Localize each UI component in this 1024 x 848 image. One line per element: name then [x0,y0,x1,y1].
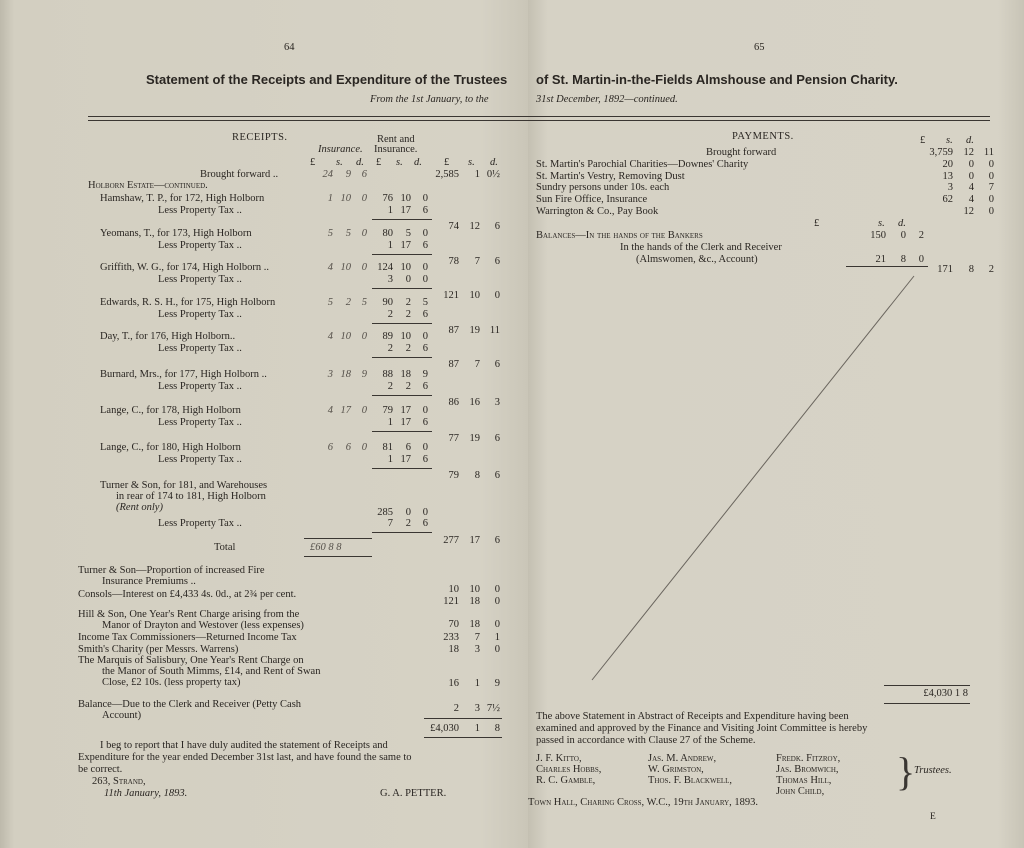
tenant-net-shillings: 19 [469,433,480,444]
payment-label: Sundry persons under 10s. each [536,182,670,193]
tenant-insurance-pence: 9 [361,369,367,380]
balances-clerk-line-2: (Almswomen, &c., Account) [636,254,758,265]
tenant-net-shillings: 19 [469,325,480,336]
payment-amount-shillings: 12 [963,147,974,158]
tenant-insurance-pounds: 1 [327,193,333,204]
page-subtitle-continued: 31st December, 1892—continued. [536,94,678,105]
payment-amount-pounds: 20 [942,159,953,170]
subtotal-rule [372,468,432,469]
subtotal-rule [372,431,432,432]
less-tax-label: Less Property Tax .. [158,417,242,428]
payment-amount-pence: 7 [988,182,994,193]
tenant-insurance-pence: 0 [361,193,367,204]
receipt-item-line: Account) [102,710,142,721]
tenant-tax-pounds: 1 [387,205,393,216]
tenant-rent-pounds: 80 [382,228,393,239]
receipt-item-amount-pence: 7½ [486,703,500,714]
receipt-item-amount-pence: 9 [494,678,500,689]
brought-forward-ins-pence: 6 [361,169,367,180]
receipt-item-amount-shillings: 7 [474,632,480,643]
trustee-name: Jas. Bromwich, [776,764,839,775]
tenant-rent-shillings: 10 [400,331,411,342]
turner-net-shillings: 17 [469,535,480,546]
receipt-item-line: Consols—Interest on £4,433 4s. 0d., at 2¾ per cent. [78,589,297,600]
receipt-item-amount-pounds: 10 [448,584,459,595]
subtotal-rule [372,323,432,324]
tenant-net-pounds: 87 [448,325,459,336]
less-tax-label: Less Property Tax .. [158,518,242,529]
balance-clerk-shillings: 8 [900,254,906,265]
tenant-tax-pence: 6 [422,381,428,392]
tenant-net-pence: 11 [489,325,500,336]
tenant-rent-pence: 0 [422,405,428,416]
pay-col-pound: £ [920,135,926,146]
tenant-tax-pence: 0 [422,274,428,285]
tenant-tax-shillings: 17 [400,205,411,216]
page-subtitle: From the 1st January, to the [370,94,489,105]
bal-col-shilling: s. [878,218,885,229]
tenant-insurance-pounds: 6 [327,442,333,453]
tenant-rent-pence: 0 [422,262,428,273]
col-rent-ins-1: Rent and [377,134,415,145]
tenant-insurance-pounds: 4 [327,331,333,342]
tenant-insurance-pounds: 5 [327,297,333,308]
tenant-tax-shillings: 2 [405,309,411,320]
trustee-name: Charles Hobbs, [536,764,602,775]
turner-line-2: in rear of 174 to 181, High Holborn [116,491,266,502]
subtotal-rule [372,357,432,358]
rent-col-shilling: s. [396,157,403,168]
right-page [528,0,1024,848]
tenant-net-shillings: 10 [469,290,480,301]
tenant-rent-shillings: 5 [405,228,411,239]
less-tax-label: Less Property Tax .. [158,309,242,320]
tenant-net-shillings: 12 [469,221,480,232]
less-tax-label: Less Property Tax .. [158,274,242,285]
payment-label: Sun Fire Office, Insurance [536,194,648,205]
tenant-insurance-pence: 0 [361,228,367,239]
tenant-tax-shillings: 2 [405,381,411,392]
tenant-rent-shillings: 2 [405,297,411,308]
total-ins-rule [304,538,372,539]
tenant-tax-pounds: 2 [387,381,393,392]
grand-total-pence: 8 [494,723,500,734]
tenant-tax-shillings: 17 [400,454,411,465]
tenant-insurance-shillings: 10 [340,331,351,342]
subtotal-rule [372,395,432,396]
tenant-name: Lange, C., for 180, High Holborn [100,442,241,453]
tenant-rent-pounds: 81 [382,442,393,453]
payment-amount-pence: 0 [988,206,994,217]
tenant-name: Lange, C., for 178, High Holborn [100,405,241,416]
receipt-item-amount-pounds: 2 [453,703,459,714]
tenant-insurance-pence: 0 [361,262,367,273]
cancellation-stroke [588,272,918,686]
trustee-name: Thos. F. Blackwell, [648,775,733,786]
turner-line-3: (Rent only) [116,502,163,513]
tenant-rent-pounds: 76 [382,193,393,204]
payment-amount-shillings: 12 [963,206,974,217]
tenant-tax-shillings: 17 [400,240,411,251]
balance-bankers-pounds: 150 [870,230,886,241]
receipt-item-amount-pounds: 70 [448,619,459,630]
receipt-item-amount-pounds: 121 [443,596,459,607]
subtotal-rule [372,219,432,220]
receipt-item-amount-shillings: 3 [474,703,480,714]
grand-total-rule [424,718,502,719]
tenant-insurance-pence: 0 [361,442,367,453]
tenant-net-pounds: 74 [448,221,459,232]
tenant-insurance-shillings: 2 [345,297,351,308]
brought-forward-label: Brought forward .. [200,169,279,180]
tenant-rent-pence: 0 [422,331,428,342]
subtotal-rule [372,254,432,255]
tenant-rent-pounds: 124 [377,262,393,273]
approval-statement-1: The above Statement in Abstract of Receipts and Expenditure having been [536,711,849,722]
brought-forward-ins-pounds: 24 [322,169,333,180]
tenant-tax-shillings: 0 [405,274,411,285]
brought-forward-ins-shillings: 9 [345,169,351,180]
tenant-net-shillings: 8 [474,470,480,481]
approval-statement-2: examined and approved by the Finance and Visiting Joint Committee is hereby [536,723,868,734]
tenant-rent-pence: 0 [422,193,428,204]
receipt-item-line: Manor of Drayton and Westover (less expenses) [102,620,304,631]
receipt-item-amount-shillings: 3 [474,644,480,655]
payment-amount-pounds: 13 [942,171,953,182]
turner-tax-pence: 6 [422,518,428,529]
balance-clerk-pounds: 21 [875,254,886,265]
tenant-insurance-pounds: 4 [327,262,333,273]
brought-forward-total-pence: 0½ [486,169,500,180]
footer-place-date: Town Hall, Charing Cross, W.C., 19th January, 1893. [528,797,759,808]
tenant-insurance-pence: 0 [361,405,367,416]
rent-col-pence: d. [414,157,422,168]
receipt-item-line: the Manor of South Mimms, £14, and Rent of Swan [102,666,321,677]
tenant-insurance-pence: 0 [361,331,367,342]
auditor-address: 263, Strand, [92,776,146,787]
trustee-name: J. F. Kitto, [536,753,582,764]
ins-col-pound: £ [310,157,316,168]
payment-amount-pence: 0 [988,194,994,205]
tenant-name: Edwards, R. S. H., for 175, High Holborn [100,297,276,308]
turner-tax-pounds: 7 [387,518,393,529]
trustees-label: Trustees. [914,765,952,776]
turner-net-pence: 6 [494,535,500,546]
subtotal-rule [372,532,432,533]
tenant-name: Day, T., for 176, High Holborn.. [100,331,236,342]
tenant-net-pounds: 79 [448,470,459,481]
receipt-item-amount-shillings: 1 [474,678,480,689]
payment-amount-pence: 0 [988,159,994,170]
ins-col-pence: d. [356,157,364,168]
tenant-rent-shillings: 10 [400,262,411,273]
less-tax-label: Less Property Tax .. [158,381,242,392]
receipt-item-amount-pounds: 16 [448,678,459,689]
tenant-rent-pounds: 90 [382,297,393,308]
payments-heading: PAYMENTS. [732,131,794,142]
total-col-pence: d. [490,157,498,168]
payment-amount-shillings: 0 [968,171,974,182]
audit-report-line: Expenditure for the year ended December 31st last, and have found the same to [78,752,412,763]
header-rule [528,116,990,121]
trustee-name: R. C. Gamble, [536,775,596,786]
receipt-item-amount-shillings: 18 [469,596,480,607]
page-number: 65 [754,42,765,53]
balance-total-pounds: 171 [937,264,953,275]
payment-amount-shillings: 4 [968,182,974,193]
col-rent-ins-2: Insurance. [374,144,418,155]
auditor-signature: G. A. PETTER. [380,788,447,799]
receipts-heading: RECEIPTS. [232,132,288,143]
less-tax-label: Less Property Tax .. [158,240,242,251]
receipt-item-amount-shillings: 10 [469,584,480,595]
tenant-tax-pence: 6 [422,417,428,428]
approval-statement-3: passed in accordance with Clause 27 of the Scheme. [536,735,756,746]
total-rule [884,685,970,686]
header-rule [88,116,528,121]
receipt-item-line: Smith's Charity (per Messrs. Warrens) [78,644,239,655]
total-label: Total [214,542,236,553]
tenant-name: Griffith, W. G., for 174, High Holborn .. [100,262,269,273]
rent-col-pound: £ [376,157,382,168]
page-title-continued: of St. Martin-in-the-Fields Almshouse and Pension Charity. [536,72,898,87]
tenant-net-pence: 3 [494,397,500,408]
tenant-insurance-pounds: 5 [327,228,333,239]
grand-total-shillings: 1 [474,723,480,734]
grand-total: £4,030 1 8 [923,688,968,699]
receipt-item-amount-shillings: 18 [469,619,480,630]
less-tax-label: Less Property Tax .. [158,343,242,354]
ins-col-shilling: s. [336,157,343,168]
turner-tax-shillings: 2 [405,518,411,529]
tenant-net-pence: 6 [494,221,500,232]
tenant-insurance-shillings: 10 [340,193,351,204]
tenant-tax-pence: 6 [422,240,428,251]
tenant-rent-pence: 0 [422,228,428,239]
tenant-net-pounds: 87 [448,359,459,370]
tenant-tax-shillings: 17 [400,417,411,428]
balance-clerk-pence: 0 [918,254,924,265]
tenant-rent-pence: 0 [422,442,428,453]
tenant-net-pence: 0 [494,290,500,301]
brought-forward-total-shillings: 1 [474,169,480,180]
receipt-item-amount-pence: 0 [494,619,500,630]
page-title: Statement of the Receipts and Expenditure of the Trustees [146,72,508,87]
tenant-net-pence: 6 [494,470,500,481]
trustee-name: Jas. M. Andrew, [648,753,717,764]
receipt-item-line: Hill & Son, One Year's Rent Charge arising from the [78,609,300,620]
tenant-rent-pence: 5 [422,297,428,308]
tenant-insurance-pounds: 4 [327,405,333,416]
grand-total-pounds: £4,030 [430,723,459,734]
bal-col-pound: £ [814,218,820,229]
receipt-item-amount-pounds: 18 [448,644,459,655]
payment-label: St. Martin's Parochial Charities—Downes' Charity [536,159,749,170]
receipt-item-line: Income Tax Commissioners—Returned Income Tax [78,632,297,643]
tenant-rent-shillings: 18 [400,369,411,380]
subtotal-rule [372,288,432,289]
total-insurance: £60 8 8 [310,542,342,553]
tenant-tax-pence: 6 [422,454,428,465]
tenant-net-shillings: 7 [474,359,480,370]
tenant-tax-pounds: 2 [387,343,393,354]
tenant-tax-pence: 6 [422,343,428,354]
receipt-item-line: Insurance Premiums .. [102,576,196,587]
pay-col-shilling: s. [946,135,953,146]
tenant-name: Burnard, Mrs., for 177, High Holborn .. [100,369,267,380]
payment-amount-pence: 11 [983,147,994,158]
trustee-name: John Child, [776,786,825,797]
receipt-item-line: Turner & Son—Proportion of increased Fire [78,565,265,576]
receipt-item-amount-pounds: 233 [443,632,459,643]
tenant-net-shillings: 7 [474,256,480,267]
tenant-tax-pounds: 1 [387,417,393,428]
turner-rent-pence: 0 [422,507,428,518]
less-tax-label: Less Property Tax .. [158,205,242,216]
tenant-net-pence: 6 [494,256,500,267]
trustee-name: W. Grimston, [648,764,704,775]
tenant-rent-pence: 9 [422,369,428,380]
tenant-net-pounds: 77 [448,433,459,444]
balance-bankers-shillings: 0 [900,230,906,241]
tenant-rent-pounds: 88 [382,369,393,380]
turner-rent-pounds: 285 [377,507,393,518]
tenant-insurance-shillings: 18 [340,369,351,380]
tenant-net-pounds: 78 [448,256,459,267]
tenant-tax-shillings: 2 [405,343,411,354]
pay-col-pence: d. [966,135,974,146]
balance-bankers-pence: 2 [918,230,924,241]
tenant-rent-shillings: 17 [400,405,411,416]
brought-forward-total-pounds: 2,585 [435,169,459,180]
receipt-item-amount-pence: 0 [494,644,500,655]
tenant-net-shillings: 16 [469,397,480,408]
grand-total-rule-bottom [424,737,502,738]
tenant-insurance-pounds: 3 [327,369,333,380]
balances-label: Balances—In the hands of the Bankers [536,230,703,241]
receipt-item-amount-pence: 0 [494,584,500,595]
tenant-tax-pence: 6 [422,205,428,216]
tenant-rent-shillings: 10 [400,193,411,204]
payment-amount-pounds: 3 [947,182,953,193]
total-rule-bottom [884,703,970,704]
receipt-item-line: The Marquis of Salisbury, One Year's Rent Charge on [78,655,304,666]
bal-col-pence: d. [898,218,906,229]
tenant-rent-pounds: 89 [382,331,393,342]
total-ins-rule-bottom [304,556,372,557]
tenant-net-pounds: 86 [448,397,459,408]
col-insurance: Insurance. [318,144,363,155]
tenant-insurance-shillings: 5 [345,228,351,239]
tenant-insurance-shillings: 17 [340,405,351,416]
tenant-tax-pounds: 2 [387,309,393,320]
balance-total-pence: 2 [988,264,994,275]
tenant-insurance-pence: 5 [361,297,367,308]
tenant-insurance-shillings: 6 [345,442,351,453]
less-tax-label: Less Property Tax .. [158,454,242,465]
tenant-net-pounds: 121 [443,290,459,301]
receipt-item-line: Balance—Due to the Clerk and Receiver (Petty Cash [78,699,302,710]
tenant-tax-pounds: 3 [387,274,393,285]
audit-date: 11th January, 1893. [104,788,188,799]
tenant-net-pence: 6 [494,359,500,370]
tenant-tax-pence: 6 [422,309,428,320]
payment-amount-pounds: 3,759 [929,147,953,158]
receipt-item-amount-pence: 1 [494,632,500,643]
payment-label: Warrington & Co., Pay Book [536,206,659,217]
tenant-name: Hamshaw, T. P., for 172, High Holborn [100,193,265,204]
payment-amount-pounds: 62 [942,194,953,205]
tenant-tax-pounds: 1 [387,454,393,465]
turner-line-1: Turner & Son, for 181, and Warehouses [100,480,268,491]
payment-amount-shillings: 0 [968,159,974,170]
payment-amount-shillings: 4 [968,194,974,205]
tenant-name: Yeomans, T., for 173, High Holborn [100,228,252,239]
tenant-tax-pounds: 1 [387,240,393,251]
tenant-insurance-shillings: 10 [340,262,351,273]
tenant-net-pence: 6 [494,433,500,444]
trustee-name: Fredk. Fitzroy, [776,753,841,764]
audit-report-line: be correct. [78,764,123,775]
tenant-rent-pounds: 79 [382,405,393,416]
receipt-item-line: Close, £2 10s. (less property tax) [102,677,241,688]
estate-heading: Holborn Estate—continued. [88,180,208,191]
turner-net-pounds: 277 [443,535,459,546]
payment-label: Brought forward [706,147,777,158]
trustee-name: Thomas Hill, [776,775,832,786]
balances-clerk-line-1: In the hands of the Clerk and Receiver [620,242,782,253]
trustees-brace: } [896,749,916,794]
receipt-item-amount-pence: 0 [494,596,500,607]
payment-label: St. Martin's Vestry, Removing Dust [536,171,685,182]
balance-total-shillings: 8 [968,264,974,275]
page-number: 64 [284,42,295,53]
tenant-rent-shillings: 6 [405,442,411,453]
signature-letter: E [930,812,936,822]
payment-amount-pence: 0 [988,171,994,182]
total-col-shilling: s. [468,157,475,168]
total-col-pound: £ [444,157,450,168]
turner-rent-shillings: 0 [405,507,411,518]
audit-report-line: I beg to report that I have duly audited the statement of Receipts and [100,740,388,751]
